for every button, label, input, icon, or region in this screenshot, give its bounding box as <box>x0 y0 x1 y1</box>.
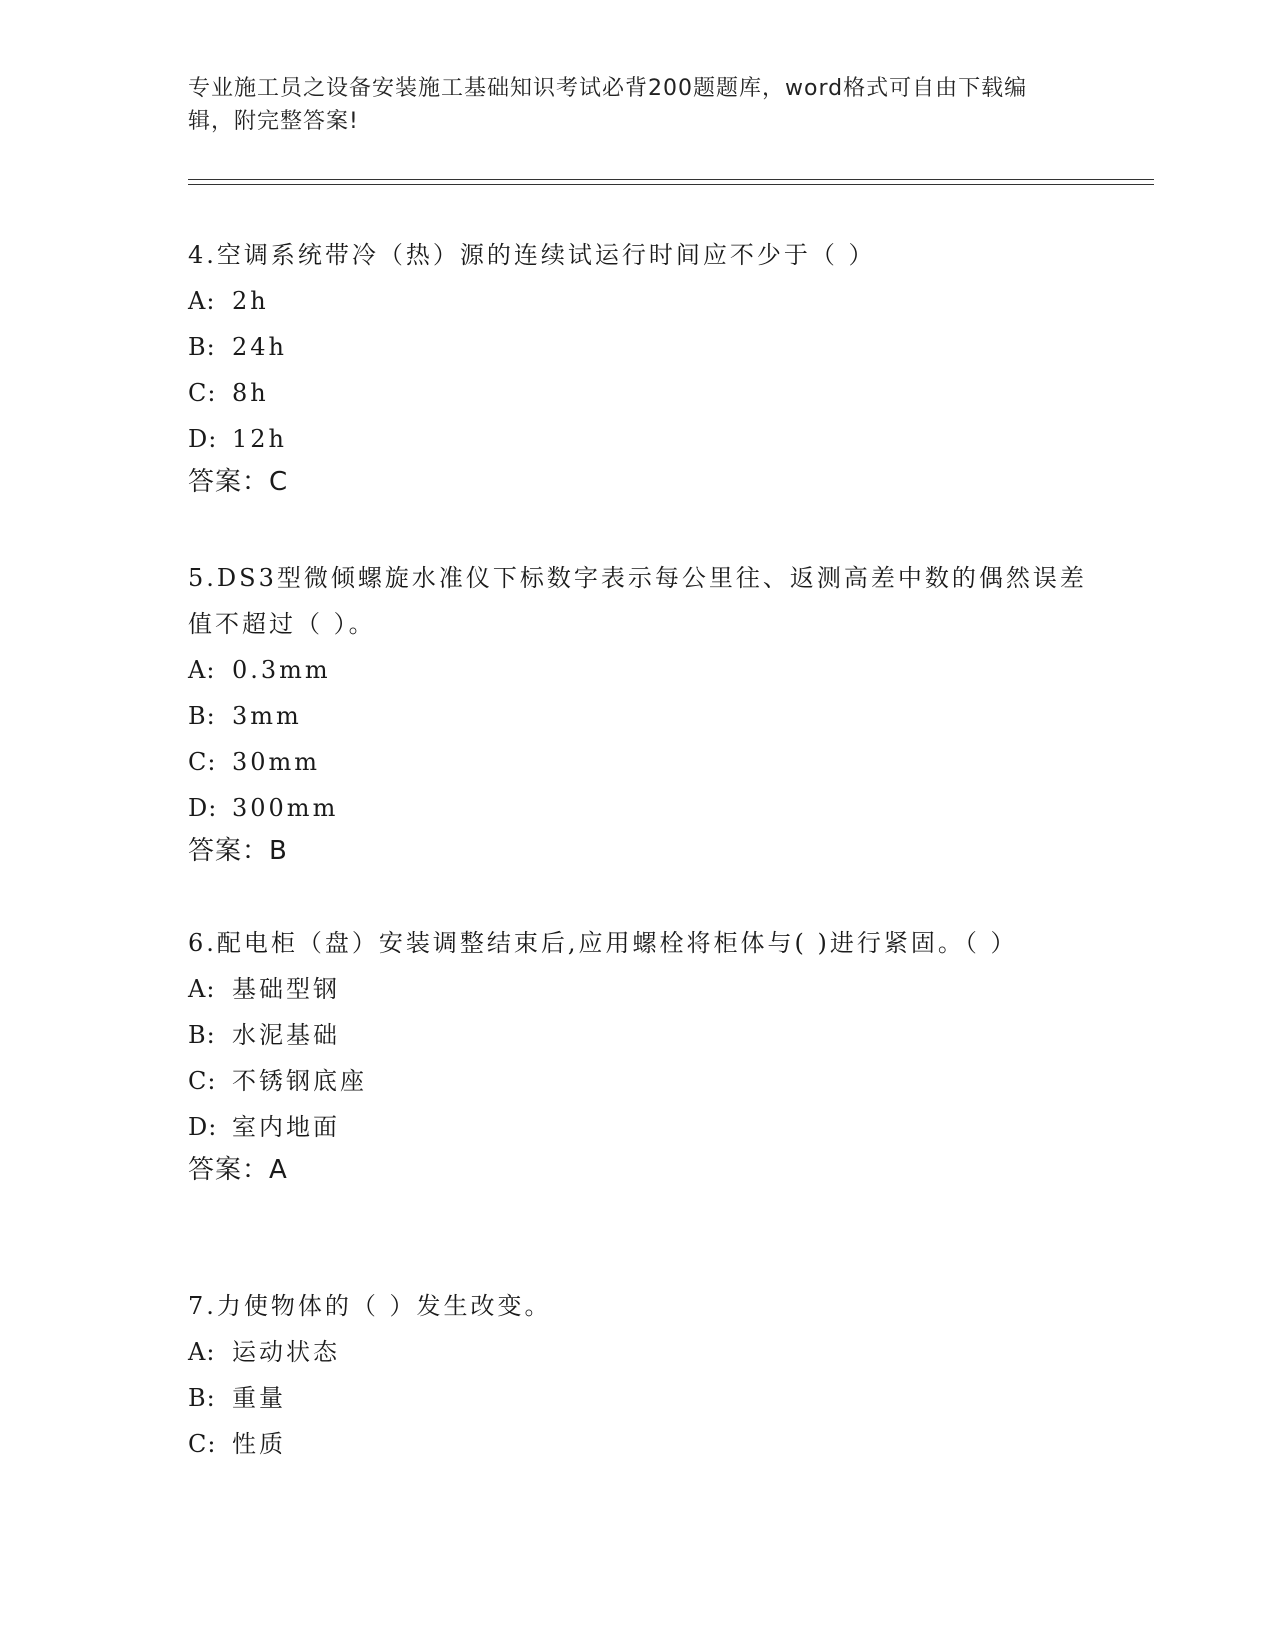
option-letter: B: <box>188 1021 216 1049</box>
question-text: 5.DS3型微倾螺旋水准仪下标数字表示每公里往、返测高差中数的偶然误差值不超过（ ）。 <box>188 564 1087 638</box>
option-letter: C: <box>188 1430 217 1458</box>
option-letter: B: <box>188 702 216 730</box>
option-b <box>188 324 1088 370</box>
option-b <box>188 1375 1088 1421</box>
option-letter: C: <box>188 379 217 407</box>
option-letter: C: <box>188 1067 217 1095</box>
option-letter: B: <box>188 1384 216 1412</box>
option-text: 12h <box>232 425 287 453</box>
option-text: 3mm <box>232 702 302 730</box>
question-text: 4.空调系统带冷（热）源的连续试运行时间应不少于（ ） <box>188 241 876 269</box>
option-letter: D: <box>188 425 218 453</box>
option-text: 300mm <box>232 794 339 822</box>
option-text: 室内地面 <box>232 1113 340 1141</box>
option-letter: A: <box>188 975 216 1003</box>
question-7 <box>188 1283 1088 1467</box>
option-text: 水泥基础 <box>232 1021 340 1049</box>
option-letter: D: <box>188 1113 218 1141</box>
option-d <box>188 1104 1088 1150</box>
option-letter: A: <box>188 656 216 684</box>
option-text: 运动状态 <box>232 1338 340 1366</box>
header-divider-top <box>188 179 1154 180</box>
option-text: 性质 <box>232 1430 286 1458</box>
option-d <box>188 416 1088 462</box>
answer: 答案：A <box>188 1155 288 1185</box>
option-text: 2h <box>232 287 269 315</box>
option-text: 8h <box>232 379 269 407</box>
option-b <box>188 693 1088 739</box>
option-letter: B: <box>188 333 216 361</box>
option-a <box>188 1329 1088 1375</box>
question-text: 6.配电柜（盘）安装调整结束后,应用螺栓将柜体与( )进行紧固。（ ） <box>188 929 1018 957</box>
option-text: 重量 <box>232 1384 286 1412</box>
question-5 <box>188 555 1088 871</box>
option-text: 不锈钢底座 <box>232 1067 367 1095</box>
option-a <box>188 966 1088 1012</box>
option-text: 24h <box>232 333 287 361</box>
answer: 答案：C <box>188 467 289 497</box>
question-4 <box>188 232 1088 502</box>
option-c <box>188 1058 1088 1104</box>
option-c <box>188 370 1088 416</box>
option-c <box>188 1421 1088 1467</box>
option-a <box>188 647 1088 693</box>
option-d <box>188 785 1088 831</box>
option-b <box>188 1012 1088 1058</box>
question-6 <box>188 920 1088 1190</box>
option-letter: A: <box>188 1338 216 1366</box>
document-header: 专业施工员之设备安装施工基础知识考试必背200题题库，word格式可自由下载编辑，附完整答案! <box>188 76 1028 134</box>
option-letter: D: <box>188 794 218 822</box>
option-a <box>188 278 1088 324</box>
option-letter: A: <box>188 287 216 315</box>
answer: 答案：B <box>188 836 288 866</box>
option-text: 基础型钢 <box>232 975 340 1003</box>
option-letter: C: <box>188 748 217 776</box>
header-divider-bottom <box>188 184 1154 185</box>
question-text: 7.力使物体的（ ）发生改变。 <box>188 1292 552 1320</box>
option-text: 30mm <box>232 748 321 776</box>
option-text: 0.3mm <box>232 656 331 684</box>
option-c <box>188 739 1088 785</box>
